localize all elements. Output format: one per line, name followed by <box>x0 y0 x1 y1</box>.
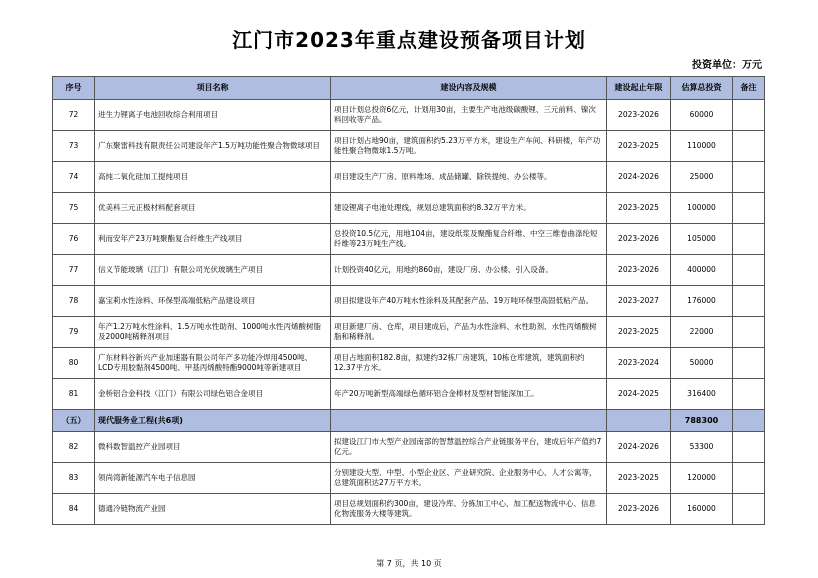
cell-investment: 50000 <box>671 348 733 379</box>
cell-number: 76 <box>53 224 95 255</box>
cell-remarks <box>733 255 765 286</box>
cell-content-scale: 项目建设生产厂房、原料堆场、成品储罐、除铁提纯、办公楼等。 <box>331 162 607 193</box>
cell-content-scale: 项目计划总投资6亿元，计划用30亩，主要生产电池级碳酸锂、三元前料、镍次料回收等产品。 <box>331 100 607 131</box>
header-project-name: 项目名称 <box>95 77 331 100</box>
cell-content-scale: 项目占地面积182.8亩，拟建约32栋厂房建筑，10栋仓库建筑，建筑面积约12.37平方米。 <box>331 348 607 379</box>
cell-number: 77 <box>53 255 95 286</box>
cell-investment: 105000 <box>671 224 733 255</box>
table-header-row <box>53 77 765 100</box>
cell-investment: 120000 <box>671 463 733 494</box>
cell-project-name: 广东材料谷新兴产业加速器有限公司年产多功能冷焊用4500吨、LCD专用胶黏剂4500吨、甲基丙烯酸特酯9000吨等新建项目 <box>95 348 331 379</box>
table-row <box>53 224 765 255</box>
table-row <box>53 432 765 463</box>
cell-years: 2023-2025 <box>607 193 671 224</box>
cell-remarks <box>733 348 765 379</box>
cell-investment: 110000 <box>671 131 733 162</box>
cell-years: 2023-2025 <box>607 131 671 162</box>
cell-remarks <box>733 131 765 162</box>
header-number: 序号 <box>53 77 95 100</box>
category-investment: 788300 <box>671 410 733 432</box>
cell-number: 74 <box>53 162 95 193</box>
table-row <box>53 255 765 286</box>
cell-content-scale: 项目计划占地90亩，建筑面积约5.23万平方米，建设生产车间、科研楼，年产功能性聚合物微球1.5万吨。 <box>331 131 607 162</box>
cell-years: 2024-2026 <box>607 432 671 463</box>
cell-number: 79 <box>53 317 95 348</box>
cell-number: 73 <box>53 131 95 162</box>
cell-content-scale: 年产20万吨新型高端绿色循环铝合金棒材及型材智能深加工。 <box>331 379 607 410</box>
cell-remarks <box>733 432 765 463</box>
cell-remarks <box>733 162 765 193</box>
cell-content-scale: 计划投资40亿元，用地约860亩，建设厂房、办公楼、引入设备。 <box>331 255 607 286</box>
cell-content-scale: 分别建设大型、中型、小型企业区、产业研究院、企业服务中心、人才公寓等，总建筑面积达27万平方米。 <box>331 463 607 494</box>
cell-number: 84 <box>53 494 95 525</box>
cell-number: 83 <box>53 463 95 494</box>
table-row <box>53 100 765 131</box>
cell-remarks <box>733 286 765 317</box>
cell-remarks <box>733 494 765 525</box>
header-years: 建设起止年限 <box>607 77 671 100</box>
cell-investment: 176000 <box>671 286 733 317</box>
project-table <box>52 76 765 525</box>
cell-investment: 100000 <box>671 193 733 224</box>
cell-project-name: 嘉宝莉水性涂料、环保型高端低粘产品建设项目 <box>95 286 331 317</box>
cell-project-name: 金桥铝合金科技（江门）有限公司绿色铝合金项目 <box>95 379 331 410</box>
cell-years: 2023-2024 <box>607 348 671 379</box>
cell-remarks <box>733 100 765 131</box>
cell-content-scale: 建设锂离子电池处理线，规划总建筑面积约8.32万平方米。 <box>331 193 607 224</box>
cell-number: 72 <box>53 100 95 131</box>
header-remarks: 备注 <box>733 77 765 100</box>
cell-number: 78 <box>53 286 95 317</box>
category-content <box>331 410 607 432</box>
cell-investment: 400000 <box>671 255 733 286</box>
cell-project-name: 德通冷链物流产业园 <box>95 494 331 525</box>
cell-project-name: 高纯二氧化硅加工提纯项目 <box>95 162 331 193</box>
cell-content-scale: 拟建设江门市大型产业园南部的智慧温控综合产业链服务平台，建成后年产值约7亿元。 <box>331 432 607 463</box>
cell-years: 2023-2025 <box>607 463 671 494</box>
cell-project-name: 广东聚雷科技有限责任公司建设年产1.5万吨功能性聚合物微球项目 <box>95 131 331 162</box>
cell-investment: 316400 <box>671 379 733 410</box>
cell-investment: 160000 <box>671 494 733 525</box>
table-row <box>53 348 765 379</box>
cell-years: 2023-2026 <box>607 224 671 255</box>
table-row <box>53 379 765 410</box>
cell-content-scale: 项目总规划面积约300亩，建设冷库、分拣加工中心、加工配送物流中心、信息化物流服务大楼等建筑。 <box>331 494 607 525</box>
category-row <box>53 410 765 432</box>
cell-remarks <box>733 193 765 224</box>
category-years <box>607 410 671 432</box>
cell-years: 2023-2026 <box>607 255 671 286</box>
cell-project-name: 优美科三元正极材料配套项目 <box>95 193 331 224</box>
table-row <box>53 463 765 494</box>
cell-investment: 53300 <box>671 432 733 463</box>
header-investment: 估算总投资 <box>671 77 733 100</box>
page-title: 江门市2023年重点建设预备项目计划 <box>232 28 586 52</box>
cell-years: 2023-2027 <box>607 286 671 317</box>
cell-content-scale: 总投资10.5亿元，用地104亩，建设纸浆及聚酯复合纤维、中空三维卷曲涤纶短纤维等23万吨生产线。 <box>331 224 607 255</box>
cell-years: 2024-2026 <box>607 162 671 193</box>
category-number: （五） <box>53 410 95 432</box>
table-row <box>53 131 765 162</box>
cell-years: 2024-2025 <box>607 379 671 410</box>
cell-project-name: 领尚湾新能源汽车电子信息园 <box>95 463 331 494</box>
cell-content-scale: 项目拟建设年产40万吨水性涂料及其配套产品、19万吨环保型高固低粘产品。 <box>331 286 607 317</box>
cell-project-name: 信义节能玻璃（江门）有限公司光伏玻璃生产项目 <box>95 255 331 286</box>
cell-investment: 25000 <box>671 162 733 193</box>
category-name: 现代服务业工程(共6项) <box>95 410 331 432</box>
page-footer: 第 7 页，共 10 页 <box>376 559 442 568</box>
investment-unit: 投资单位：万元 <box>692 60 762 71</box>
cell-remarks <box>733 379 765 410</box>
table-row <box>53 193 765 224</box>
cell-investment: 22000 <box>671 317 733 348</box>
table-row <box>53 162 765 193</box>
cell-number: 75 <box>53 193 95 224</box>
header-content-scale: 建设内容及规模 <box>331 77 607 100</box>
cell-content-scale: 项目新建厂房、仓库，项目建成后，产品为水性涂料、水性助剂、水性丙烯酸树脂和稀释剂。 <box>331 317 607 348</box>
cell-project-name: 利而安年产23万吨聚酯复合纤维生产线项目 <box>95 224 331 255</box>
cell-project-name: 微科数智温控产业园项目 <box>95 432 331 463</box>
cell-remarks <box>733 224 765 255</box>
cell-project-name: 进生力锂离子电池回收综合利用项目 <box>95 100 331 131</box>
cell-investment: 60000 <box>671 100 733 131</box>
cell-years: 2023-2025 <box>607 317 671 348</box>
cell-remarks <box>733 463 765 494</box>
table-row <box>53 286 765 317</box>
table-row <box>53 317 765 348</box>
category-remarks <box>733 410 765 432</box>
cell-number: 80 <box>53 348 95 379</box>
cell-years: 2023-2026 <box>607 100 671 131</box>
table-row <box>53 494 765 525</box>
cell-project-name: 年产1.2万吨水性涂料、1.5万吨水性助剂、1000吨水性丙烯酸树脂及2000吨稀释剂项目 <box>95 317 331 348</box>
cell-remarks <box>733 317 765 348</box>
cell-number: 81 <box>53 379 95 410</box>
cell-number: 82 <box>53 432 95 463</box>
cell-years: 2023-2026 <box>607 494 671 525</box>
